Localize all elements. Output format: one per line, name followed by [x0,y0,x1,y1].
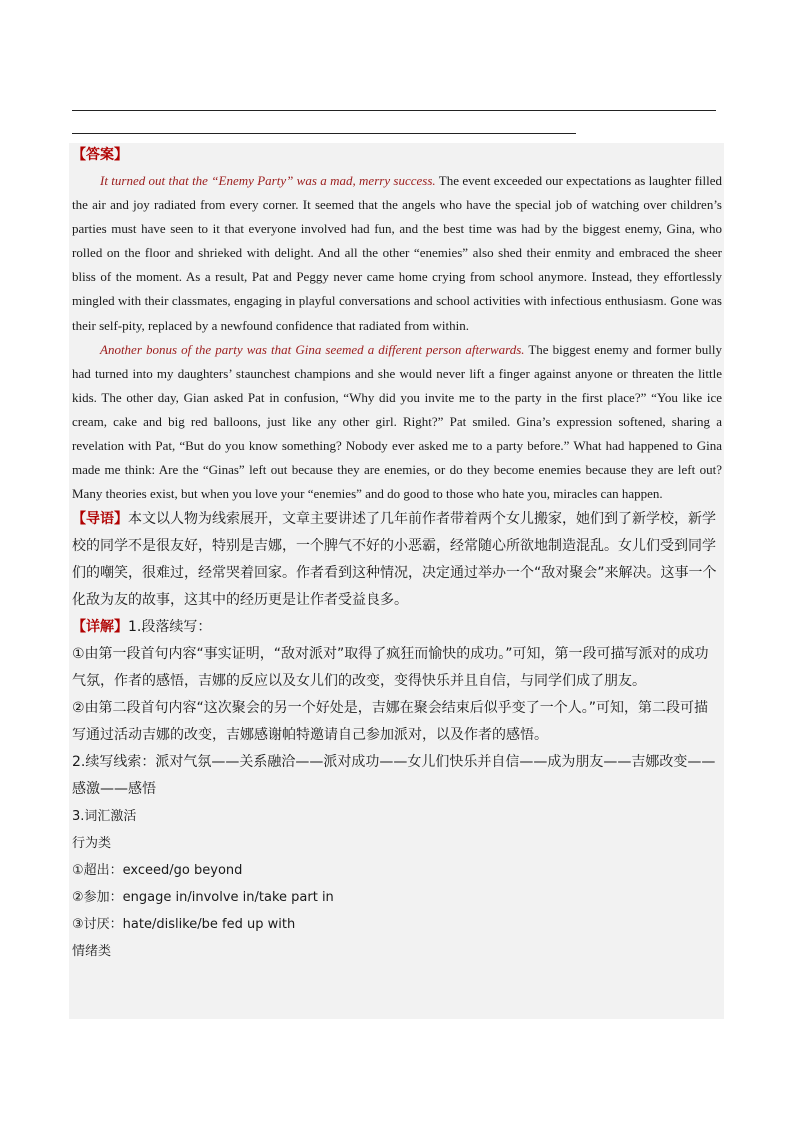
answer-line-2 [72,133,576,134]
emotion-title: 情绪类 [72,944,112,960]
answer-heading [72,145,722,165]
answer-content [72,143,722,965]
answer-paragraph-2 [72,338,722,507]
behavior-title: 行为类 [72,836,112,852]
paragraph-1-opening: It turned out that the “Enemy Party” was a mad, merry success. [100,173,436,188]
continuation-clues: 2.续写线索：派对气氛——关系融洽——派对成功——女儿们快乐并自信——成为朋友——吉娜改变——感激——感悟 [72,754,716,798]
vocab-title: 3.词汇激活 [72,809,137,825]
answer-line-1 [72,110,716,111]
paragraph-2-body: The biggest enemy and former bully had turned into my daughters’ staunchest champions and she would never lift a finger against anyone or threaten the little kids. The other day, Gian asked Pat in confusion, “Why did you invite me to the party in the first place?” “You like ice cream, cake and big red balloons, just like any other girl. Right?” Pat smiled. Gina’s expression softened, sharing a revelation with Pat, “But do you know something? Nobody ever asked me to a party before.” What had happened to Gina made me think: Are the “Ginas” left out because they are enemies, or do they become enemies because they are left out? Many theories exist, but when you love your “enemies” and do good to those who hate you, miracles can happen. [72,341,722,502]
guide-text: 本文以人物为线索展开，文章主要讲述了几年前作者带着两个女儿搬家，她们到了新学校，新学校的同学不是很友好，特别是吉娜，一个脾气不好的小恶霸，经常随心所欲地制造混乱。女儿们受到同学们的嘲笑，很难过，经常哭着回家。作者看到这种情况，决定通过举办一个“敌对聚会”来解决。这事一个化敌为友的故事，这其中的经历更是让作者受益良多。 [72,511,717,609]
vocab-item-2: ②参加：engage in/involve in/take part in [72,890,334,906]
paragraph-1-body: The event exceeded our expectations as laughter filled the air and joy radiated from every corner. It seemed that the angels who have the special job of watching over children’s parties must have seen to it that everyone involved had fun, and the best time was had by the biggest enemy, Gina, who rolled on the floor and shrieked with delight. And all the other “enemies” also shed their enmity and embraced the sheer bliss of the moment. As a result, Pat and Peggy never came home crying from school anymore. Instead, they effortlessly mingled with their classmates, engaging in playful conversations and school activities with infectious enthusiasm. Gone was their self-pity, replaced by a newfound confidence that radiated from within. [72,173,723,333]
detail-heading [72,614,722,641]
detail-item-2: ②由第二段首句内容“这次聚会的另一个好处是，吉娜在聚会结束后似乎变了一个人。”可知，第二段可描写通过活动吉娜的改变，吉娜感谢帕特邀请自己参加派对，以及作者的感悟。 [72,700,709,744]
vocab-item-1: ①超出：exceed/go beyond [72,863,243,879]
vocab-item-3: ③讨厌：hate/dislike/be fed up with [72,917,296,933]
guide-section [72,506,722,614]
answer-paragraph-1 [72,169,722,338]
detail-label: 【详解】 [72,619,128,636]
paragraph-2-opening: Another bonus of the party was that Gina seemed a different person afterwards. [100,341,525,357]
guide-label: 【导语】 [72,511,128,528]
detail-first: 1.段落续写： [128,619,212,636]
answer-label: 【答案】 [72,147,128,163]
detail-item-1: ①由第一段首句内容“事实证明，“敌对派对”取得了疯狂而愉快的成功。”可知，第一段可描写派对的成功气氛，作者的感悟，吉娜的反应以及女儿们的改变，变得快乐并且自信，与同学们成了朋友。 [72,646,709,690]
